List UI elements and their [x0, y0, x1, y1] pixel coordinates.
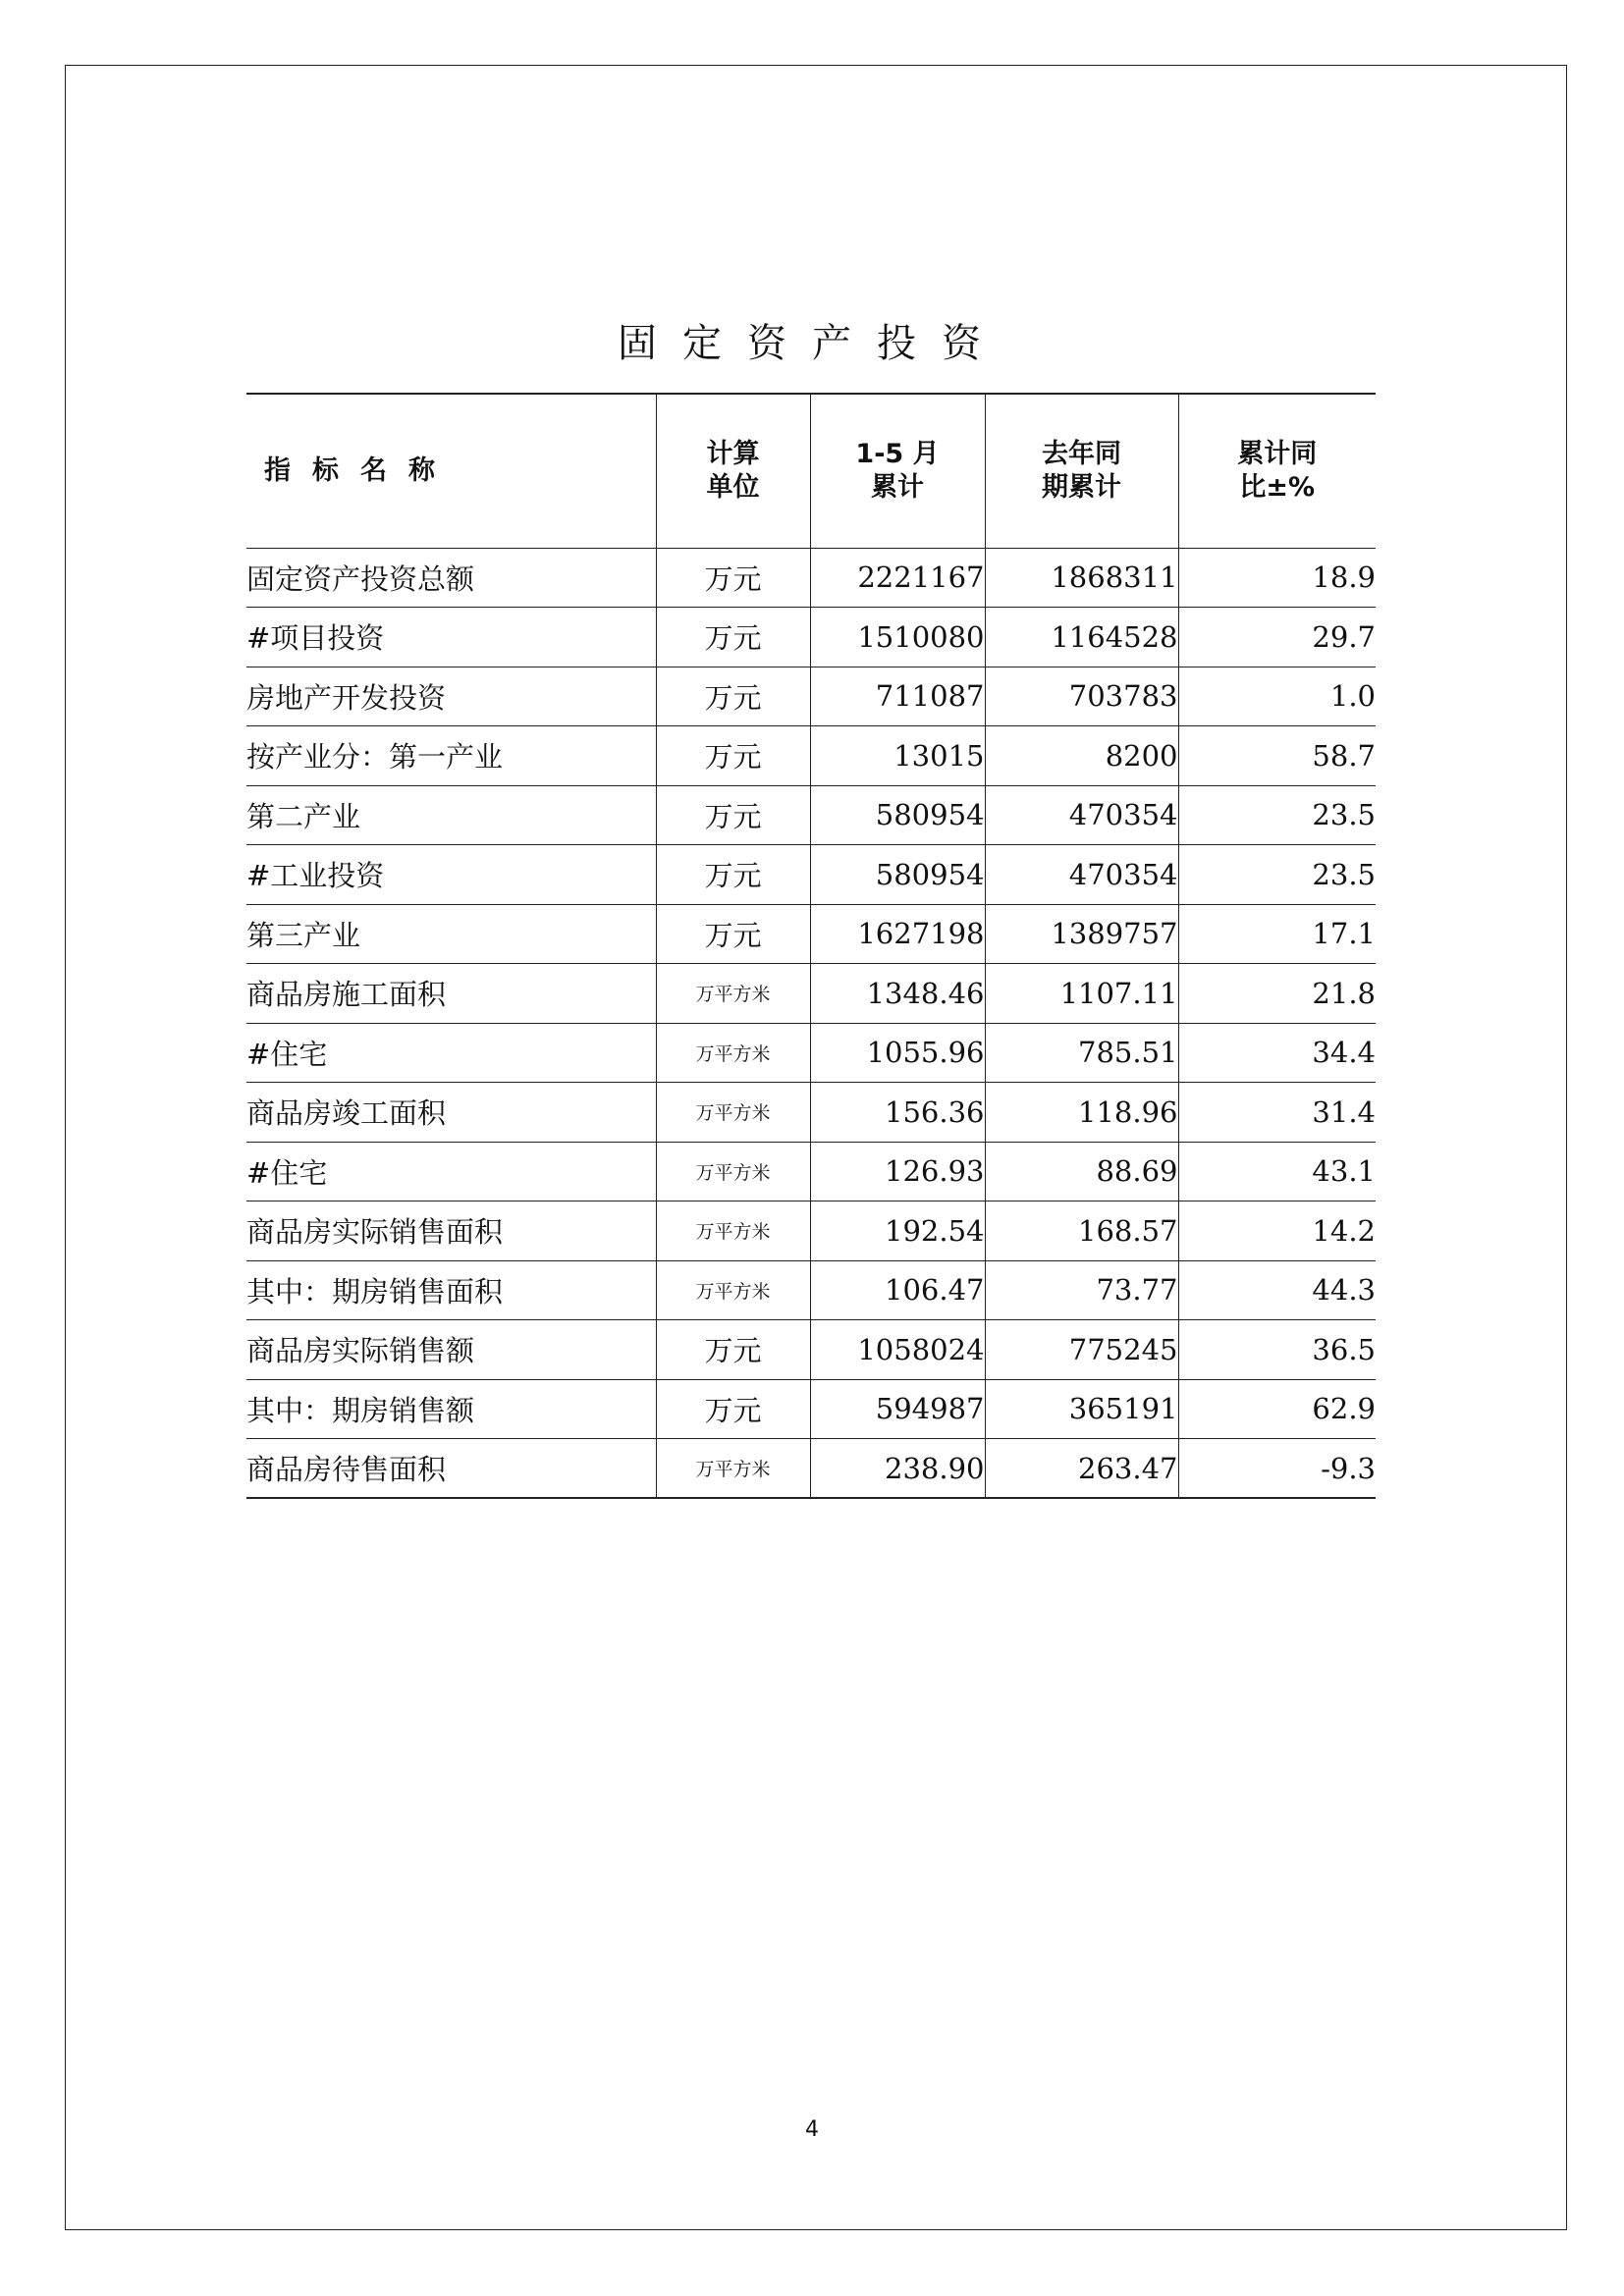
indicator-name-cell: 其中：期房销售额 [246, 1379, 656, 1439]
indicator-name-cell: 第二产业 [246, 785, 656, 845]
previous-value-cell: 470354 [985, 785, 1178, 845]
table-row [246, 904, 1376, 964]
current-value-cell: 594987 [810, 1379, 985, 1439]
indicator-name-cell: #住宅 [246, 1142, 656, 1201]
yoy-change-cell: 14.2 [1178, 1201, 1376, 1261]
unit-cell: 万元 [656, 1320, 810, 1380]
table-row [246, 548, 1376, 608]
statistics-table [246, 393, 1376, 1499]
yoy-change-cell: 36.5 [1178, 1320, 1376, 1380]
indicator-name-cell: 按产业分：第一产业 [246, 726, 656, 786]
current-value-cell: 13015 [810, 726, 985, 786]
table-row [246, 845, 1376, 905]
table-body [246, 548, 1376, 1498]
table-row [246, 667, 1376, 726]
header-indicator-name: 指标名称 [246, 394, 656, 548]
yoy-change-cell: 1.0 [1178, 667, 1376, 726]
previous-value-cell: 88.69 [985, 1142, 1178, 1201]
unit-cell: 万元 [656, 845, 810, 905]
previous-value-cell: 703783 [985, 667, 1178, 726]
previous-value-cell: 785.51 [985, 1023, 1178, 1083]
indicator-name-cell: 商品房待售面积 [246, 1439, 656, 1499]
indicator-name-cell: 房地产开发投资 [246, 667, 656, 726]
current-value-cell: 1627198 [810, 904, 985, 964]
indicator-name-cell: 商品房竣工面积 [246, 1083, 656, 1143]
header-previous-line-2: 期累计 [1042, 471, 1121, 503]
page-title: 固定资产投资 [618, 321, 1006, 366]
yoy-change-cell: 44.3 [1178, 1260, 1376, 1320]
indicator-name-cell: 商品房实际销售面积 [246, 1201, 656, 1261]
current-value-cell: 1058024 [810, 1320, 985, 1380]
indicator-name-cell: 商品房施工面积 [246, 964, 656, 1024]
indicator-name-cell: #项目投资 [246, 608, 656, 667]
unit-cell: 万平方米 [656, 1083, 810, 1143]
header-current-line-1: 1-5 月 [855, 438, 940, 469]
table-row [246, 785, 1376, 845]
previous-value-cell: 118.96 [985, 1083, 1178, 1143]
indicator-name-cell: 第三产业 [246, 904, 656, 964]
unit-cell: 万元 [656, 785, 810, 845]
header-previous-cumulative [985, 394, 1178, 548]
unit-cell: 万平方米 [656, 964, 810, 1024]
header-unit-line-1: 计算 [706, 438, 760, 469]
indicator-name-cell: 固定资产投资总额 [246, 548, 656, 608]
unit-cell: 万元 [656, 726, 810, 786]
unit-cell: 万平方米 [656, 1260, 810, 1320]
indicator-name-cell: #住宅 [246, 1023, 656, 1083]
table-row [246, 1379, 1376, 1439]
header-current-line-2: 累计 [871, 471, 924, 503]
table-row [246, 1201, 1376, 1261]
table-row [246, 1023, 1376, 1083]
unit-cell: 万平方米 [656, 1023, 810, 1083]
header-change-line-2: 比±% [1239, 471, 1316, 503]
yoy-change-cell: 23.5 [1178, 785, 1376, 845]
table-row [246, 1439, 1376, 1499]
previous-value-cell: 73.77 [985, 1260, 1178, 1320]
previous-value-cell: 470354 [985, 845, 1178, 905]
unit-cell: 万元 [656, 608, 810, 667]
yoy-change-cell: 31.4 [1178, 1083, 1376, 1143]
table-row [246, 1083, 1376, 1143]
previous-value-cell: 8200 [985, 726, 1178, 786]
yoy-change-cell: 18.9 [1178, 548, 1376, 608]
table-row [246, 1142, 1376, 1201]
yoy-change-cell: 62.9 [1178, 1379, 1376, 1439]
current-value-cell: 126.93 [810, 1142, 985, 1201]
header-current-cumulative [810, 394, 985, 548]
yoy-change-cell: 17.1 [1178, 904, 1376, 964]
yoy-change-cell: -9.3 [1178, 1439, 1376, 1499]
yoy-change-cell: 43.1 [1178, 1142, 1376, 1201]
table-row [246, 608, 1376, 667]
unit-cell: 万平方米 [656, 1201, 810, 1261]
current-value-cell: 156.36 [810, 1083, 985, 1143]
indicator-name-cell: #工业投资 [246, 845, 656, 905]
unit-cell: 万平方米 [656, 1142, 810, 1201]
current-value-cell: 1348.46 [810, 964, 985, 1024]
previous-value-cell: 365191 [985, 1379, 1178, 1439]
unit-cell: 万元 [656, 904, 810, 964]
current-value-cell: 1055.96 [810, 1023, 985, 1083]
current-value-cell: 238.90 [810, 1439, 985, 1499]
previous-value-cell: 1868311 [985, 548, 1178, 608]
yoy-change-cell: 23.5 [1178, 845, 1376, 905]
header-change-line-1: 累计同 [1237, 438, 1318, 469]
unit-cell: 万元 [656, 1379, 810, 1439]
header-unit [656, 394, 810, 548]
table-header-row [246, 394, 1376, 548]
previous-value-cell: 775245 [985, 1320, 1178, 1380]
header-yoy-change [1178, 394, 1376, 548]
previous-value-cell: 263.47 [985, 1439, 1178, 1499]
header-unit-line-2: 单位 [706, 471, 760, 503]
current-value-cell: 1510080 [810, 608, 985, 667]
current-value-cell: 192.54 [810, 1201, 985, 1261]
header-previous-line-1: 去年同 [1042, 438, 1121, 469]
page-number: 4 [805, 2117, 819, 2142]
current-value-cell: 711087 [810, 667, 985, 726]
previous-value-cell: 1389757 [985, 904, 1178, 964]
table-row [246, 1320, 1376, 1380]
current-value-cell: 106.47 [810, 1260, 985, 1320]
table-row [246, 964, 1376, 1024]
yoy-change-cell: 58.7 [1178, 726, 1376, 786]
indicator-name-cell: 其中：期房销售面积 [246, 1260, 656, 1320]
previous-value-cell: 1164528 [985, 608, 1178, 667]
unit-cell: 万平方米 [656, 1439, 810, 1499]
yoy-change-cell: 34.4 [1178, 1023, 1376, 1083]
current-value-cell: 2221167 [810, 548, 985, 608]
previous-value-cell: 168.57 [985, 1201, 1178, 1261]
previous-value-cell: 1107.11 [985, 964, 1178, 1024]
table-row [246, 726, 1376, 786]
unit-cell: 万元 [656, 548, 810, 608]
current-value-cell: 580954 [810, 785, 985, 845]
yoy-change-cell: 29.7 [1178, 608, 1376, 667]
table-row [246, 1260, 1376, 1320]
current-value-cell: 580954 [810, 845, 985, 905]
yoy-change-cell: 21.8 [1178, 964, 1376, 1024]
indicator-name-cell: 商品房实际销售额 [246, 1320, 656, 1380]
unit-cell: 万元 [656, 667, 810, 726]
